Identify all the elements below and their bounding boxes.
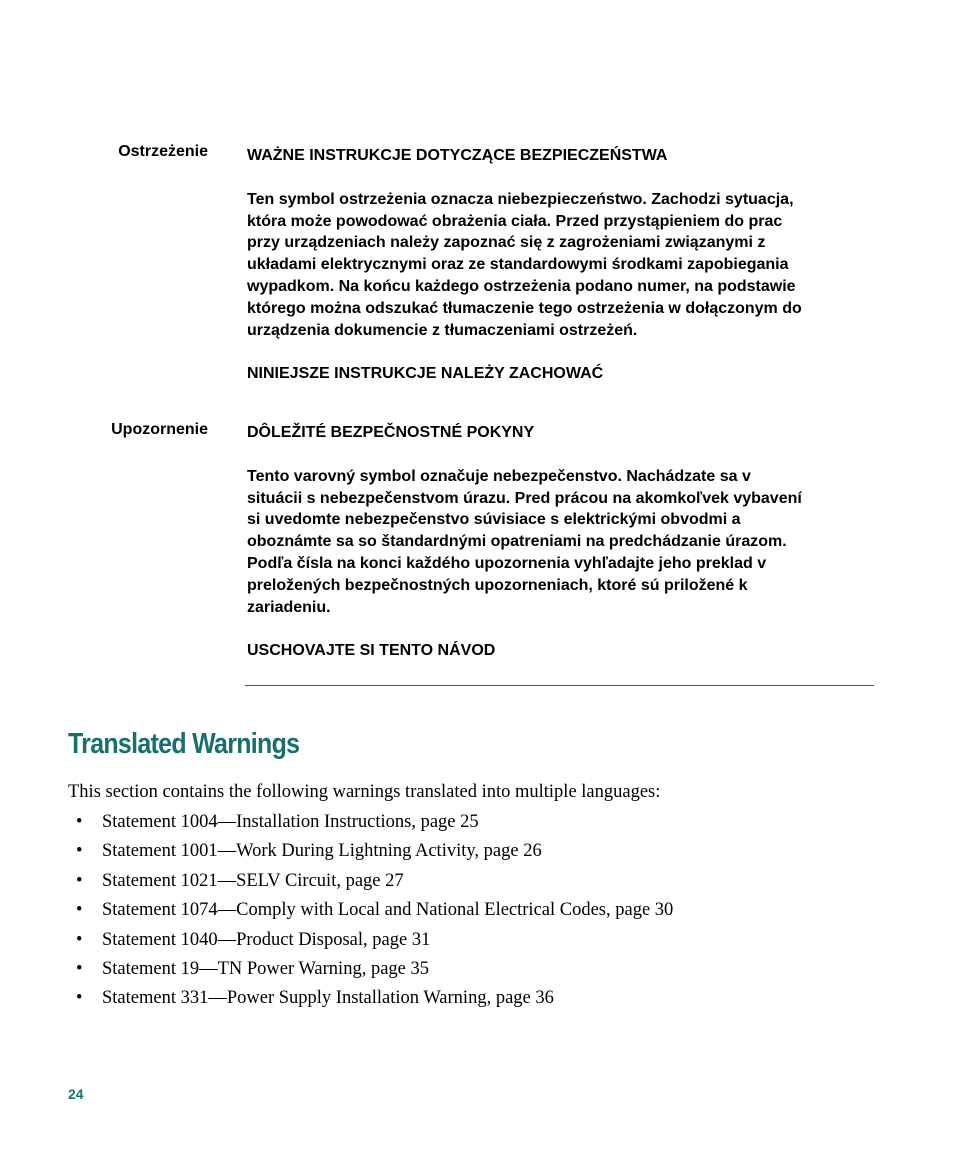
bullet-icon: • bbox=[76, 841, 83, 862]
list-item bbox=[68, 956, 888, 985]
warning-line: Podľa čísla na konci každého upozornenia vyhľadajte jeho preklad v bbox=[247, 554, 767, 572]
statement-link[interactable]: Statement 1074—Comply with Local and National Electrical Codes, page 30 bbox=[102, 900, 674, 921]
statement-link[interactable]: Statement 1040—Product Disposal, page 31 bbox=[102, 929, 431, 950]
list-item bbox=[68, 838, 888, 867]
warning-line: urządzenia dokumencie z tłumaczeniami ostrzeżeń. bbox=[247, 321, 638, 339]
warning-footer-slovak: USCHOVAJTE SI TENTO NÁVOD bbox=[247, 642, 496, 660]
warning-heading-polish: WAŻNE INSTRUKCJE DOTYCZĄCE BEZPIECZEŃSTWA bbox=[247, 147, 668, 164]
list-item bbox=[68, 868, 888, 897]
section-intro: This section contains the following warnings translated into multiple languages: bbox=[68, 782, 661, 802]
statement-list bbox=[68, 809, 888, 1015]
warning-line: wypadkom. Na końcu każdego ostrzeżenia podano numer, na podstawie bbox=[247, 277, 796, 295]
statement-link[interactable]: Statement 1001—Work During Lightning Activity, page 26 bbox=[102, 841, 542, 862]
statement-link[interactable]: Statement 1004—Installation Instructions, page 25 bbox=[102, 812, 479, 832]
warning-line: situácii s nebezpečenstvom úrazu. Pred prácou na akomkoľvek vybavení bbox=[247, 489, 802, 507]
warning-line: układami elektrycznymi oraz ze standardowymi środkami zapobiegania bbox=[247, 256, 789, 274]
list-item bbox=[68, 897, 888, 926]
list-item bbox=[68, 985, 888, 1014]
warning-language-label-slovak: Upozornenie bbox=[111, 421, 208, 438]
section-divider bbox=[245, 685, 874, 686]
warning-line: którego można odszukać tłumaczenie tego ostrzeżenia w dołączonym do bbox=[247, 299, 802, 317]
warning-line: preložených bezpečnostných upozorneniach, ktoré sú priložené k bbox=[247, 576, 748, 594]
warning-line: przy urządzeniach należy zapoznać się z zagrożeniami związanymi z bbox=[247, 234, 766, 252]
section-title: Translated Warnings bbox=[68, 728, 300, 760]
warning-block-polish bbox=[247, 145, 877, 385]
bullet-icon: • bbox=[76, 870, 83, 891]
bullet-icon: • bbox=[76, 929, 83, 950]
statement-link[interactable]: Statement 19—TN Power Warning, page 35 bbox=[102, 958, 429, 979]
bullet-icon: • bbox=[76, 900, 83, 921]
warning-line: oboznámte sa so štandardnými opatreniami na predchádzanie úrazom. bbox=[247, 533, 787, 551]
bullet-icon: • bbox=[76, 812, 83, 832]
list-item bbox=[68, 927, 888, 956]
warning-heading-slovak: DÔLEŽITÉ BEZPEČNOSTNÉ POKYNY bbox=[247, 424, 535, 441]
warning-block-slovak bbox=[247, 422, 877, 662]
warning-language-label-polish: Ostrzeżenie bbox=[118, 143, 208, 160]
warning-line: która może powodować obrażenia ciała. Przed przystąpieniem do prac bbox=[247, 212, 783, 230]
statement-link[interactable]: Statement 1021—SELV Circuit, page 27 bbox=[102, 870, 404, 891]
bullet-icon: • bbox=[76, 958, 83, 979]
warning-body-polish bbox=[247, 189, 877, 342]
warning-body-slovak bbox=[247, 466, 877, 619]
warning-line: zariadeniu. bbox=[247, 598, 331, 616]
bullet-icon: • bbox=[76, 988, 83, 1009]
warning-line: si uvedomte nebezpečenstvo súvisiace s elektrickými obvodmi a bbox=[247, 511, 741, 529]
warning-line: Tento varovný symbol označuje nebezpečenstvo. Nachádzate sa v bbox=[247, 467, 751, 485]
list-item bbox=[68, 809, 888, 838]
page-number: 24 bbox=[68, 1086, 84, 1102]
warning-line: Ten symbol ostrzeżenia oznacza niebezpieczeństwo. Zachodzi sytuacja, bbox=[247, 190, 794, 208]
warning-footer-polish: NINIEJSZE INSTRUKCJE NALEŻY ZACHOWAĆ bbox=[247, 365, 604, 383]
statement-link[interactable]: Statement 331—Power Supply Installation Warning, page 36 bbox=[102, 988, 554, 1009]
